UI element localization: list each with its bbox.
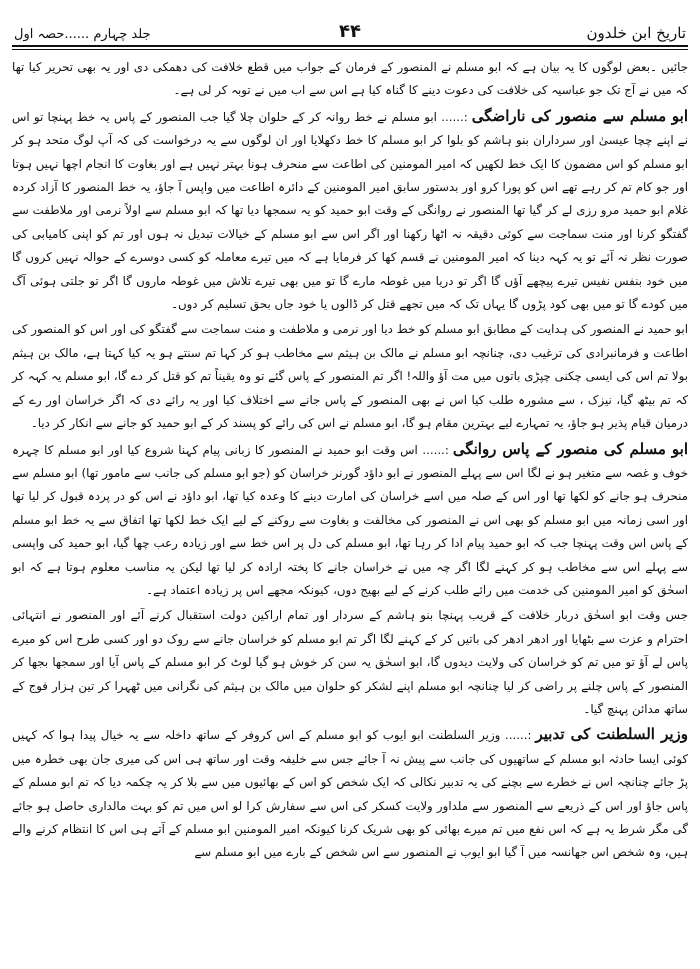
paragraph-2 — [12, 105, 688, 317]
paragraph-text: ابو حمید نے المنصور کی ہدایت کے مطابق ابو مسلم کو خط دیا اور نرمی و ملاطفت و منت سماجت سے گفتگو کی اور اس کو المنصور کی اطاعت و فرمانبرادی کی ترغیب دی، چنانچہ ابو مسلم نے مالک بن ہیثم سے مخاطب ہو کر کہا تم سنتے ہو یہ کیا کہتا ہے، مالک بن ہیثم بولا تم اس کی ایسی چکنی چپڑی باتوں میں مت آؤ واللہ! اگر تم المنصور کے پاس گئے تو وہ یقیناً تم کو قتل کر دے گا، ابو مسلم یہ کہہ کر کہ تم بیٹھ گیا، نیزک ، سے مشورہ طلب کیا اس نے بھی المنصور کے پاس جانے سے اختلاف کیا اور یہ رائے دی کہ اگر خراسان اور رے کے درمیان قیام پذیر ہو جاؤ، یہ تمہارے لیے بہترین مقام ہو گا، ابو مسلم نے اس کی رائے کو پسند کر کے ابو حمید کو جانے سے انکار کر دیا۔ — [12, 322, 688, 431]
page-header — [12, 8, 688, 44]
paragraph-1 — [12, 56, 688, 103]
heading-separator: :...... — [422, 442, 449, 457]
page-number: ۴۴ — [339, 21, 361, 42]
section-heading: ابو مسلم کی منصور کے پاس روانگی — [452, 439, 688, 458]
paragraph-3 — [12, 318, 688, 435]
paragraph-text: اس وقت ابو حمید نے المنصور کا زبانی پیام کہنا شروع کیا اور ابو مسلم کا چہرہ خوف و غصہ سے متغیر ہو نے لگا اس سے پہلے المنصور نے ابو داؤد گورنر خراسان کو (جو ابو مسلم کی جانب سے مامور تھا) ابو مسلم سے منحرف ہو جانے کو لکھا تھا اور اس کے صلہ میں اسے خراسان کی امارت دینے کا وعدہ کیا تھا، ابو داؤد نے اس کو در پردہ قبول کر لیا تھا اور اسی زمانہ میں ابو مسلم کو بھی اس نے المنصور کی مخالفت و بغاوت سے روکنے کے لیے ایک خط لکھا تھا اتفاق سے یہ خط ابو مسلم کے پاس اس وقت پہنچا جب کہ ابو حمید پیام ادا کر رہا تھا، ابو مسلم کی دل پر اس خط سے اور زیادہ رعب چھا گیا، ابو حمید کی واپسی سے پہلے اس سے مخاطب ہو کر کہنے لگا اگر چہ میں نے خراسان جانے کا پختہ ارادہ کر لیا تھا لیکن یہ مناسب معلوم ہوتا ہے کہ ابو اسحٰق کو امیر المومنین کی خدمت میں رائے طلب کرنے کے لیے بھیج دوں، کیونکہ مجھے اس پر زیادہ اعتماد ہے۔ — [12, 442, 688, 597]
volume-label: جلد چہارم ......حصہ اول — [14, 27, 151, 42]
paragraph-5 — [12, 604, 688, 721]
header-rule — [12, 45, 688, 47]
paragraph-6 — [12, 723, 688, 864]
book-title: تاریخ ابن خلدون — [586, 24, 686, 42]
section-heading: وزیر السلطنت کی تدبیر — [535, 725, 689, 744]
page-content — [12, 50, 688, 865]
paragraph-4 — [12, 438, 688, 603]
paragraph-text: جائیں ۔بعض لوگوں کا یہ بیان ہے کہ ابو مسلم نے المنصور کے فرمان کے جواب میں قطع خلافت کی دھمکی دی اور یہ بھی تحریر کیا تھا کہ میں نے آج تک جو عباسیہ کی خلافت کی دعوت دینے کا گناہ کیا ہے اس سے اب میں نے توبہ کر لی ہے۔ — [12, 60, 688, 98]
section-heading: ابو مسلم سے منصور کی ناراضگی — [471, 106, 688, 125]
heading-separator: :...... — [504, 728, 532, 743]
heading-separator: :...... — [441, 109, 468, 124]
paragraph-text: جس وقت ابو اسحٰق دربار خلافت کے قریب پہنچا بنو ہاشم کے سردار اور تمام اراکین دولت استقبال کرنے آئے اور المنصور نے انتہائی احترام و عزت سے بٹھایا اور ادھر ادھر کی باتیں کر کے کہنے لگا اگر تم ابو مسلم کو خراسان جانے سے روک دو اور کسی طرح اس کو میرے پاس لے آؤ تو میں تم کو خراسان کی ولایت دیدوں گا، ابو اسحٰق یہ سن کر خوش ہو گیا لوٹ کر ابو مسلم کے پاس آیا اور سمجھا بجھا کر المنصور کے پاس چلنے پر راضی کر لیا چنانچہ ابو مسلم اپنے لشکر کو حلوان میں مالک بن ہیثم کی نگرانی میں ٹھہرا کر تین ہزار فوج کے ساتھ مدائن پہنچ گیا۔ — [12, 608, 688, 716]
paragraph-text: ابو مسلم نے خط روانہ کر کے حلوان چلا گیا جب المنصور کے پاس یہ خط پہنچا تو اس نے اپنے چچا عیسیٰ اور سرداران بنو ہاشم کو بلوا کر ابو مسلم کا خط دکھلایا اور ان لوگوں سے یہ درخواست کی کہ آپ لوگ متحد ہو کر ابو مسلم کو اس مضمون کا ایک خط لکھیں کہ امیر المومنین کی اطاعت سے منحرف ہونا بہتر نہیں ہے اور بغاوت کا انجام اچھا نہیں ہوتا اور جو کام تم کر رہے تھے اس کو پورا کرو اور بدستور سابق امیر المومنین کے دائرہ اطاعت میں واپس آ جاؤ، یہ خط المنصور کا آزاد کردہ غلام ابو حمید مرو رزی لے کر گیا تھا المنصور نے روانگی کے وقت ابو حمید کو یہ سمجھا دیا تھا کہ ابو مسلم سے اولاً نرمی اور ملاطفت سے گفتگو کرنا اور منت سماجت سے کوئی دقیقہ نہ اٹھا رکھنا اور اگر اس سے ابو مسلم کے خیالات تبدیل نہ ہوں اور تم کو اپنی کامیابی کی صورت نظر نہ آئے تو یہ کہہ دینا کہ امیر المومنین نے قسم کھا کر فرمایا ہے کہ میں تیرے معاملہ کو کسی دوسرے کے حوالہ نہیں کروں گا میں خود بنفس نفیس تیرے پیچھے آؤں گا اگر تو دریا میں غوطہ مارے گا تو میں بھی تیرے تلاش میں غوطہ ماروں گا اگر تو جلتی ہوئی آگ میں کودے گا تو میں بھی کود پڑوں گا یہاں تک کہ میں تجھے قتل کر ڈالوں یا خود جاں بحق تسلیم کر دوں۔ — [12, 109, 688, 312]
paragraph-text: وزیر السلطنت ابو ایوب کو ابو مسلم کے اس کروفر کے ساتھ داخلہ سے یہ خیال پیدا ہوا کہ کہیں کوئی ایسا حادثہ ابو مسلم کے ساتھیوں کی جانب سے پیش نہ آ جائے جس سے خلیفہ وقت اور ساتھ ہی اس کی میری جان بھی خطرہ میں پڑ جائے چنانچہ اس نے خطرے سے بچنے کی یہ تدبیر نکالی کہ ایک شخص کو اس کے بھائیوں میں سے بلا کر یہ چکمہ دیا کہ تم ابو مسلم کے پاس جاؤ اور اس کے ذریعے سے المنصور سے ملداور ولایت کسکر کی اس سے سفارش کرا لو اس میں تم کو بہت مالداری حاصل ہو جائے گی مگر شرط یہ ہے کہ اس نفع میں تم میرے بھائی کو بھی شریک کرنا کیونکہ امیر المومنین ابو مسلم کے آتے ہی اس کا انتظام کرنے والے ہیں، وہ شخص اس جھانسہ میں آ گیا ابو ایوب نے المنصور سے اس شخص کے بارے میں ابو مسلم سے — [12, 728, 688, 860]
